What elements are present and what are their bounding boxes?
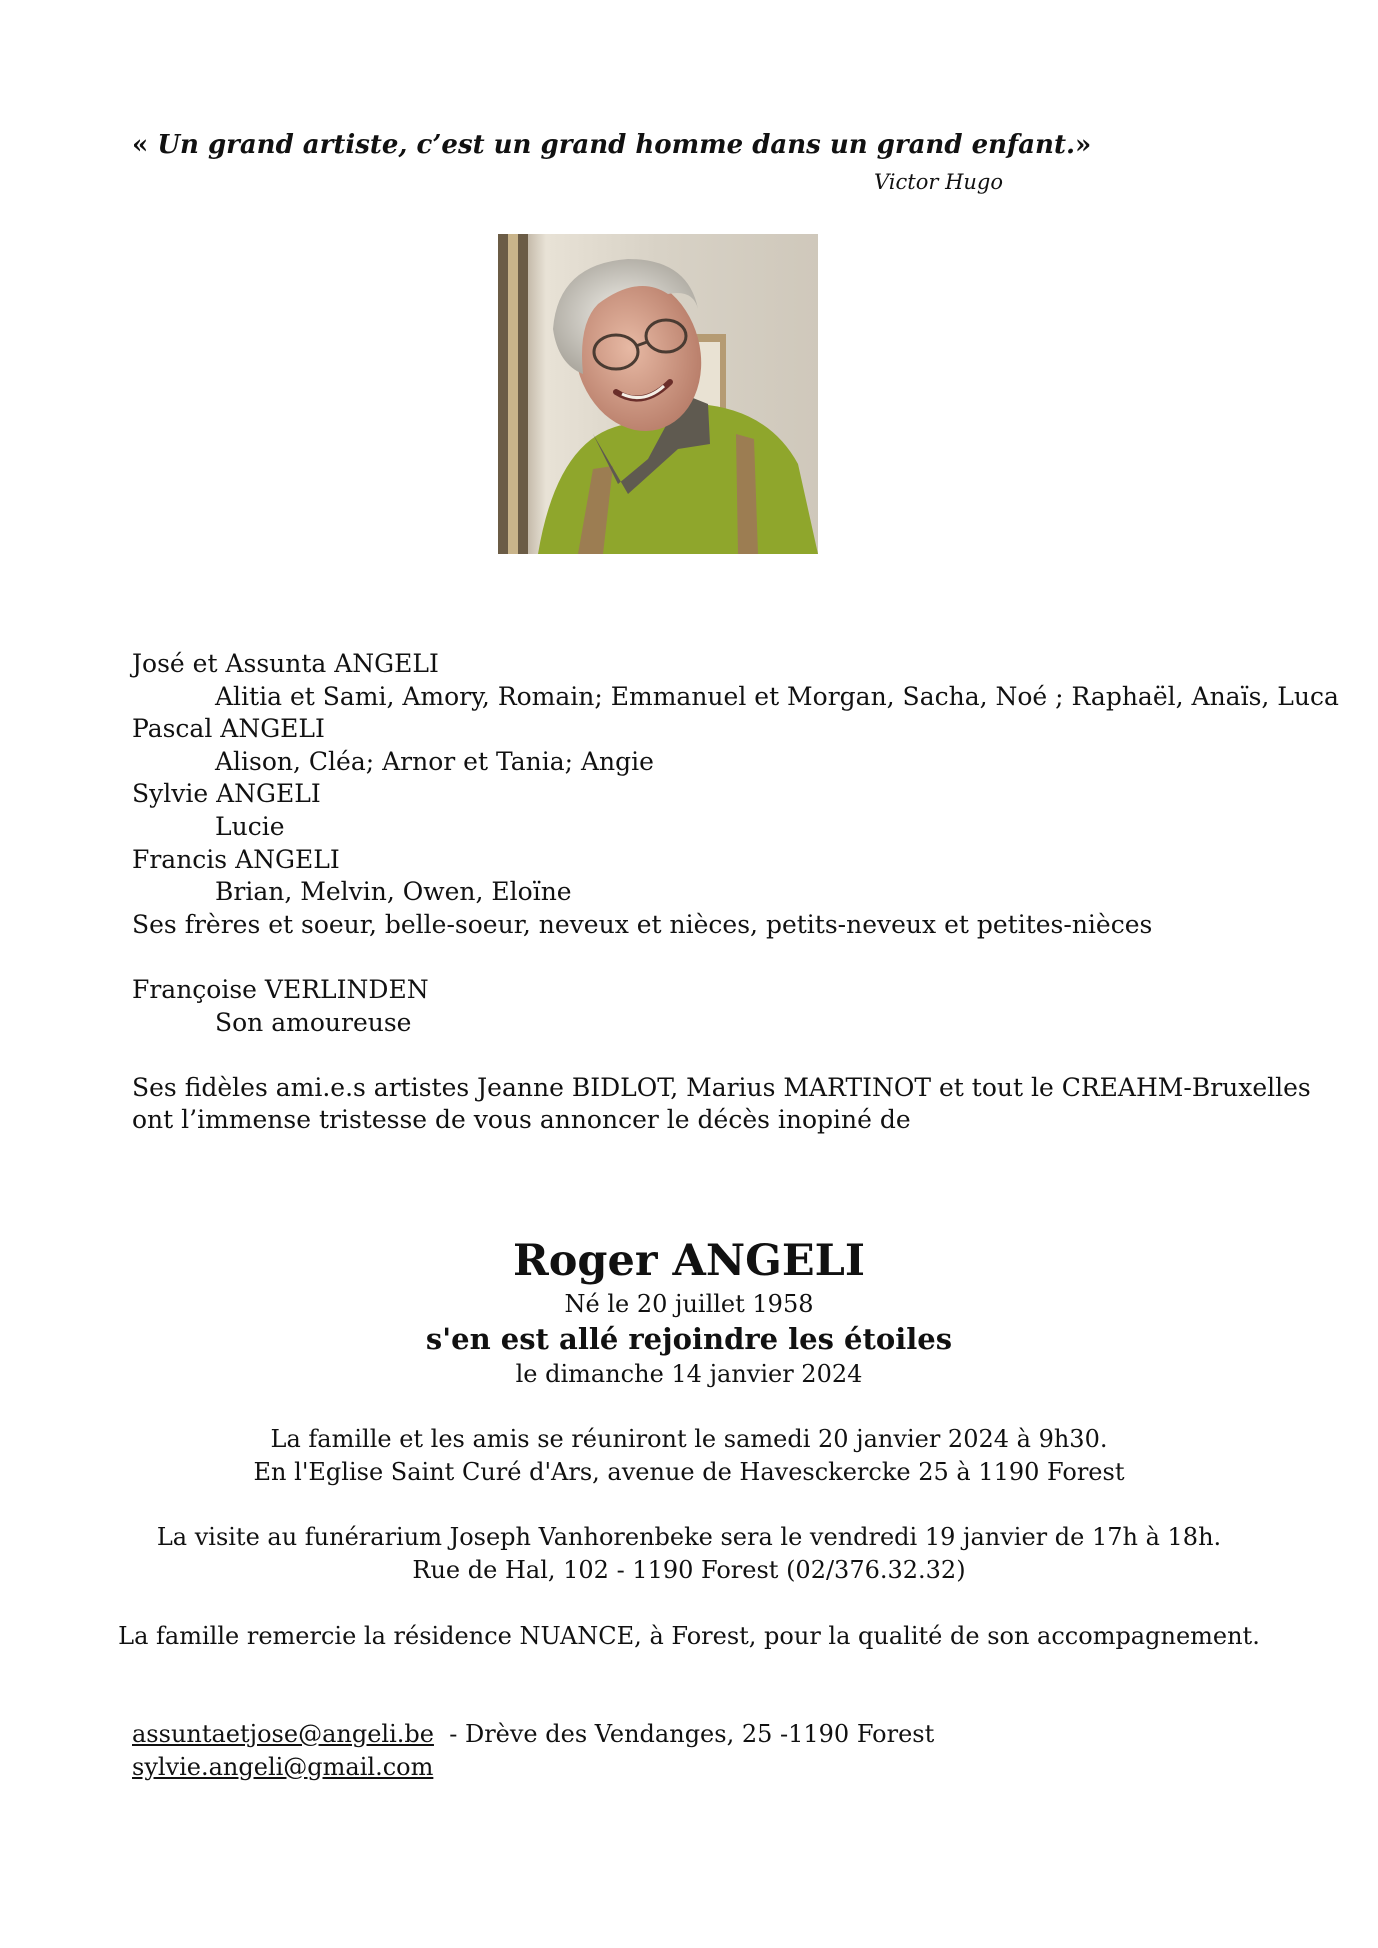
ceremony-info	[0, 1423, 1378, 1488]
passing-date: le dimanche 14 janvier 2024	[515, 1360, 863, 1388]
family-line-6: Lucie	[215, 811, 285, 841]
family-line-7: Francis ANGELI	[132, 844, 340, 874]
birth-date: Né le 20 juillet 1958	[564, 1290, 814, 1318]
passing-statement: s'en est allé rejoindre les étoiles	[425, 1322, 953, 1356]
visit-line-2: Rue de Hal, 102 - 1190 Forest (02/376.32.32)	[412, 1555, 966, 1584]
quote-close-mark: »	[1075, 130, 1092, 160]
email-link-assunta-jose[interactable]: assuntaetjose@angeli.be	[132, 1720, 434, 1748]
ceremony-line-1: La famille et les amis se réuniront le samedi 20 janvier 2024 à 9h30.	[270, 1425, 1108, 1453]
thanks-line: La famille remercie la résidence NUANCE, à Forest, pour la qualité de son accompagnement.	[118, 1622, 1260, 1650]
announcement-line: ont l’immense tristesse de vous annoncer le décès inopiné de	[132, 1105, 911, 1135]
family-line-5: Sylvie ANGELI	[132, 779, 321, 809]
quote-author: Victor Hugo	[874, 170, 1003, 194]
spacer	[132, 941, 1332, 974]
family-line-3: Pascal ANGELI	[132, 714, 325, 744]
portrait-illustration	[498, 234, 818, 554]
partner-role: Son amoureuse	[215, 1007, 412, 1037]
family-list	[132, 648, 1339, 1137]
quote-open-mark: «	[132, 130, 149, 160]
portrait-photo	[498, 234, 818, 554]
contact-address: - Drève des Vendanges, 25 -1190 Forest	[433, 1720, 935, 1748]
contact-line-2	[132, 1751, 934, 1784]
visit-line-1: La visite au funérarium Joseph Vanhorenbeke sera le vendredi 19 janvier de 17h à 18h.	[156, 1523, 1222, 1551]
contact-line-1	[132, 1718, 934, 1751]
family-line-1: José et Assunta ANGELI	[132, 649, 439, 678]
family-line-9: Ses frères et soeur, belle-soeur, neveux et nièces, petits-neveux et petites-nièces	[132, 909, 1153, 939]
friends-line: Ses fidèles ami.e.s artistes Jeanne BIDLOT, Marius MARTINOT et tout le CREAHM-Bruxelles	[132, 1072, 1311, 1102]
epigraph-quote	[132, 130, 1091, 160]
ceremony-line-2: En l'Eglise Saint Curé d'Ars, avenue de Havesckercke 25 à 1190 Forest	[253, 1457, 1125, 1486]
visit-info	[0, 1521, 1378, 1586]
partner-name: Françoise VERLINDEN	[132, 974, 429, 1004]
family-line-4: Alison, Cléa; Arnor et Tania; Angie	[215, 746, 654, 776]
deceased-name: Roger ANGELI	[513, 1236, 865, 1286]
spacer	[132, 1039, 1332, 1072]
family-line-2: Alitia et Sami, Amory, Romain; Emmanuel et Morgan, Sacha, Noé ; Raphaël, Anaïs, Luca	[215, 681, 1339, 711]
email-link-sylvie[interactable]: sylvie.angeli@gmail.com	[132, 1752, 434, 1781]
contact-block	[132, 1718, 934, 1783]
family-line-8: Brian, Melvin, Owen, Eloïne	[215, 877, 572, 907]
quote-text: Un grand artiste, c’est un grand homme dans un grand enfant.	[157, 130, 1076, 160]
